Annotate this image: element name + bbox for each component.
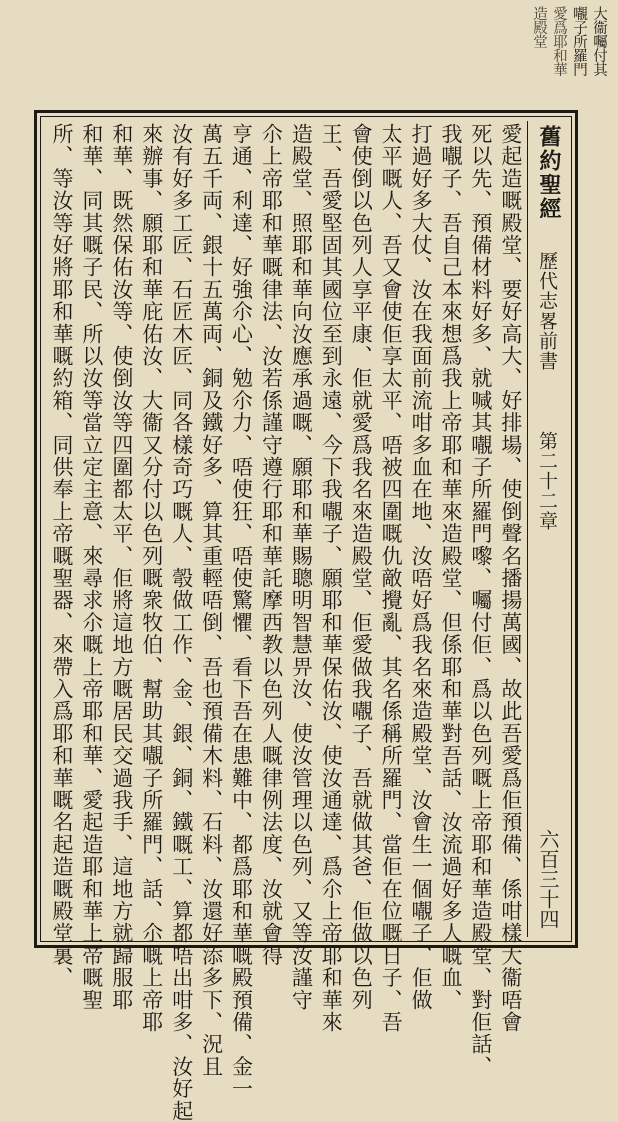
text-column: 太平嘅人、吾又會使佢享太平、唔被四圍嘅仇敵攪亂、其名係稱所羅門、當佢在位嘅日子、吾 xyxy=(379,123,404,1034)
text-column: 死以先、預備材料好多、就喊其𡃁子所羅門嚟、囑付佢、爲以色列嘅上帝耶和華造殿堂、對佢話、 xyxy=(468,123,493,1078)
margin-note-line: 大衞囑付其 xyxy=(591,6,607,77)
text-column: 和華、同其嘅子民、所以汝等當立定主意、來尋求尒嘅上帝耶和華、愛起造耶和華上帝嘅聖 xyxy=(79,123,104,1011)
book-name: 歷代志畧前書 xyxy=(536,251,558,371)
text-column: 王、吾愛堅固其國位至到永遠、今下我𡃁子、願耶和華保佑汝、使汝通達、爲尒上帝耶和華來 xyxy=(319,123,344,1034)
page-number: 六百三十四 xyxy=(536,829,560,929)
text-column: 來辦事、願耶和華庇佑汝、大衞又分付以色列嘅衆牧伯、幫助其𡃁子所羅門、話、尒嘅上帝耶 xyxy=(139,123,164,1034)
running-header xyxy=(527,121,568,937)
text-column: 造殿堂、照耶和華向汝應承過嘅、願耶和華賜聰明智慧畀汝、使汝管理以色列、又等汝謹守 xyxy=(289,123,314,1011)
margin-note-line: 愛爲耶和華 xyxy=(551,6,567,77)
text-column: 所、等汝等好將耶和華嘅約箱、同供奉上帝嘅聖器、來帶入爲耶和華嘅名起造嘅殿堂裏、 xyxy=(50,123,74,989)
text-frame xyxy=(34,110,578,1122)
text-column: 會使倒以色列人享平康、佢就愛爲我名來造殿堂、佢愛做我𡃁子、吾就做其爸、佢做以色列 xyxy=(349,123,374,1011)
text-column: 尒上帝耶和華嘅律法、汝若係謹守遵行耶和華託摩西教以色列人嘅律例法度、汝就會得 xyxy=(259,123,284,967)
margin-note xyxy=(418,6,606,96)
margin-note-line: 𡃁子所羅門 xyxy=(571,6,587,77)
text-column: 愛起造嘅殿堂、要好高大、好排場、使倒聲名播揚萬國、故此吾愛爲佢預備、係咁樣大衞唔會 xyxy=(498,123,523,1034)
margin-note-line: 造殿堂 xyxy=(531,6,547,49)
text-column: 萬五千両、銀十五萬両、銅及鐵好多、算其重輕唔倒、吾也預備木料、石料、汝還好添多下、況且 xyxy=(199,123,224,1078)
text-column: 我𡃁子、吾自己本來想爲我上帝耶和華來造殿堂、但係耶和華對吾話、汝流過好多人嘅血、 xyxy=(438,123,463,1011)
text-column: 打過好多大仗、汝在我面前流咁多血在地、汝唔好爲我名來造殿堂、汝會生一個𡃁子、佢做 xyxy=(409,123,434,1011)
text-column: 亨通、利達、好強尒心、勉尒力、唔使狂、唔使驚懼、看下吾在患難中、都爲耶和華嘅殿預備、金一 xyxy=(229,123,254,1100)
body-text xyxy=(47,123,523,1122)
text-column: 和華、既然保佑汝等、使倒汝等四圍都太平、佢將這地方嘅居民交過我手、這地方就歸服耶 xyxy=(109,123,134,1011)
chapter-number: 第二十二章 xyxy=(536,431,558,531)
book-title: 舊約聖經 xyxy=(536,125,562,221)
text-column: 汝有好多工匠、石匠木匠、同各樣奇巧嘅人、彀做工作、金、銀、銅、鐵嘅工、算都唔出咁多、汝好起 xyxy=(169,123,194,1122)
